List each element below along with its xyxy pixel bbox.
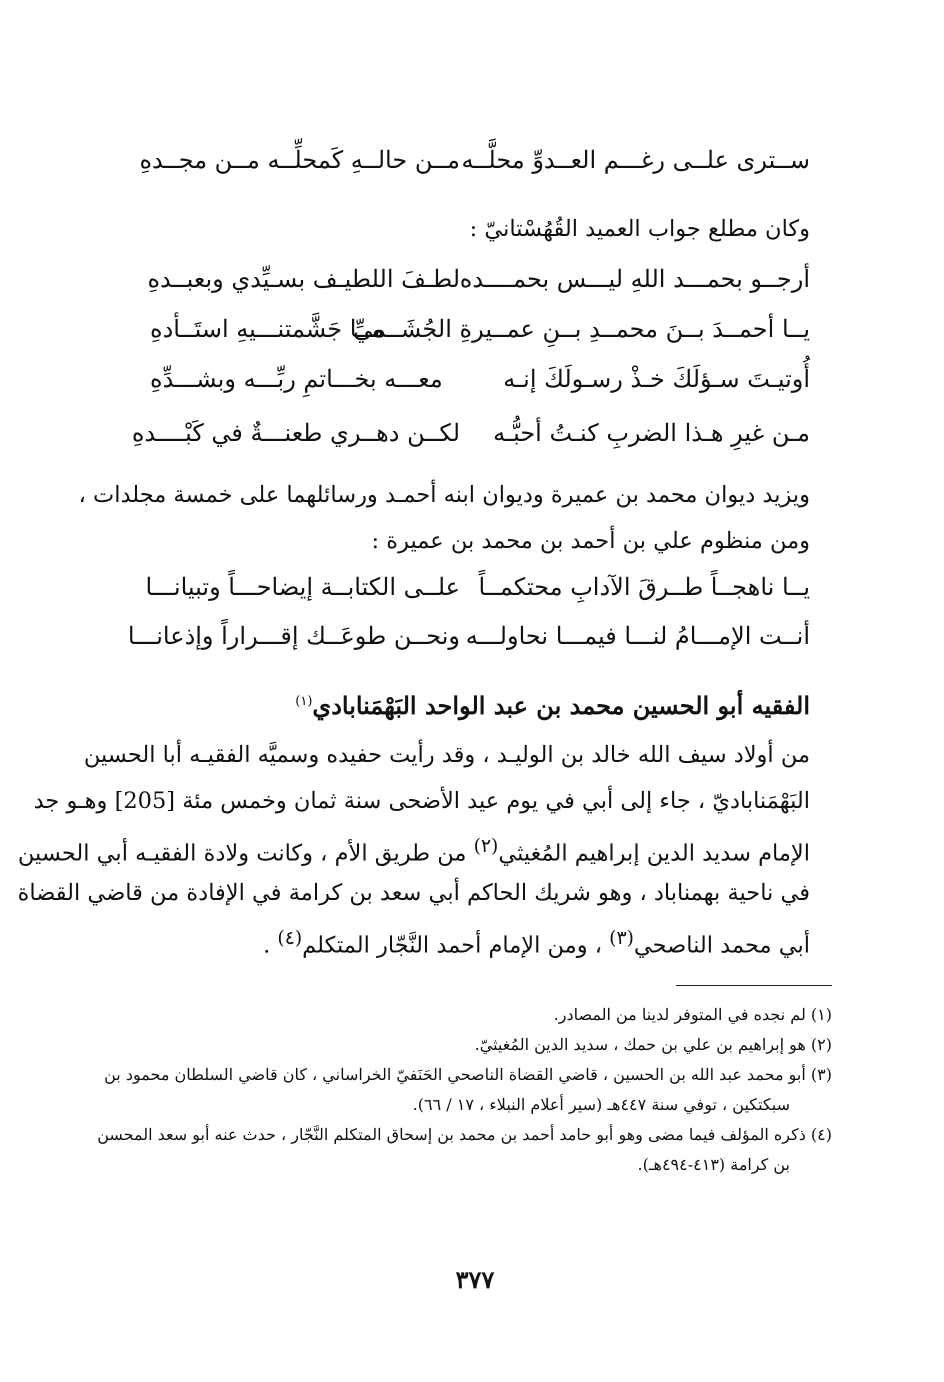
intro-line: وكان مطلع جواب العميد القُهُسْتانيّ : [469, 216, 810, 242]
paragraph-text: أبي محمد الناصحي [633, 932, 810, 959]
paragraph-text: ، ومن الإمام أحمد النَّجّار المتكلم [302, 932, 610, 959]
footnote-line: (١) لم نجده في المتوفر لدينا من المصادر. [553, 1005, 832, 1024]
footnote-line: سبكتكين ، توفي سنة ٤٤٧هـ (سير أعلام النبلاء ، ١٧ / ٦٦). [412, 1095, 790, 1114]
footnote-line: بن كرامة (٤١٣-٤٩٤هـ). [637, 1155, 790, 1174]
poem-verse [147, 255, 810, 303]
verse-first-hemistich: أنــت الإمـــامُ لنـــا فيمـــا نحاولـــه [465, 622, 810, 650]
verse-second-hemistich: لكــن دهــري طعنـــةٌ في كَبْــــدهِ [131, 419, 460, 447]
paragraph-line [17, 824, 810, 870]
page-number: ٣٧٧ [455, 1265, 495, 1294]
verse-second-hemistich: علــى الكتابــة إيضاحـــاً وتبيانـــا [145, 573, 460, 601]
verse-second-hemistich: معـــه بخـــاتمِ ربِّـــه وبشـــدِّهِ [150, 365, 443, 393]
verse-first-hemistich: أرجــو بحمـــد اللهِ ليـــس بحمــــده [459, 265, 810, 293]
poem-verse [127, 612, 810, 660]
heading-text: الفقيه أبو الحسين محمد بن عبد الواحد البَهْمَنابادي [312, 691, 810, 720]
verse-second-hemistich: ونحــن طوعَــك إقـــراراً وإذعانـــا [127, 622, 460, 650]
biography-paragraph [17, 732, 810, 962]
prose-line: ومن منظوم علي بن أحمد بن محمد بن عميرة : [371, 528, 810, 554]
verse-second-hemistich: مــا جَشَّمتنـــيهِ استَــأدهِ [150, 315, 384, 343]
poem-verse [150, 305, 810, 353]
footnote-ref[interactable]: (٤) [277, 928, 303, 949]
footnotes [97, 1000, 832, 1180]
verse-first-hemistich: ســترى علــى رغـــم العــدوِّ محلَّــه [461, 146, 810, 174]
verse-second-hemistich: مــن حالــهِ كَمحلِّــه مــن مجــدهِ [139, 146, 460, 174]
poem-verse [139, 136, 810, 184]
paragraph-line: من أولاد سيف الله خالد بن الوليـد ، وقد رأيت حفيده وسميَّه الفقيـه أبا الحسين [83, 742, 810, 768]
footnote-line: (٣) أبو محمد عبد الله بن الحسين ، قاضي القضاة الناصحي الحَنَفيّ الخراساني ، كان قاضي السلطان محمود بن [104, 1065, 832, 1084]
poem-verse [131, 409, 810, 457]
paragraph-text: من طريق الأم ، وكانت ولادة الفقيـه أبي الحسين [17, 840, 474, 867]
paragraph-line: في ناحية بهمناباد ، وهو شريك الحاكم أبي سعد بن كرامة في الإفادة من قاضي القضاة [17, 880, 810, 906]
paragraph-line: البَهْمَناباديّ ، جاء إلى أبي في يوم عيد الأضحى سنة ثمان وخمس مئة [205] وهـو جد [33, 788, 810, 814]
prose-line: ويزيد ديوان محمد بن عميرة وديوان ابنه أحمـد ورسائلهما على خمسة مجلدات ، [78, 482, 810, 508]
footnote-ref[interactable]: (٢) [473, 836, 499, 857]
paragraph-text: الإمام سديد الدين إبراهيم المُغيثي [498, 840, 810, 867]
section-heading [130, 680, 810, 724]
footnote-ref[interactable]: (١) [295, 694, 313, 709]
verse-first-hemistich: أُوتيـتَ سـؤلَكَ خـذْ رسـولَكَ إنـه [503, 365, 810, 393]
verse-first-hemistich: مـن غيرِ هـذا الضربِ كنـتُ أحبُّـه [493, 419, 810, 447]
footnote-line: (٢) هو إبراهيم بن علي بن حمك ، سديد الدين المُغيثيّ. [474, 1035, 832, 1054]
footnote-divider [676, 985, 832, 986]
verse-first-hemistich: يــا ناهجــاً طــرقَ الآدابِ محتكمــاً [478, 573, 810, 601]
paragraph-line [110, 916, 810, 962]
footnote-ref[interactable]: (٣) [609, 928, 634, 949]
verse-second-hemistich: لطـفَ اللطيـف بسـيِّدي وبعبــدهِ [147, 265, 460, 293]
footnote-line: (٤) ذكره المؤلف فيما مضى وهو أبو حامد أحمد بن محمد بن إسحاق المتكلم النَّجّار ، حدث عنه أبو سعد المحسن [97, 1125, 832, 1144]
poem-verse [145, 563, 810, 611]
verse-first-hemistich: يــا أحمــدَ بــنَ محمــدِ بــنِ عمــيرةِ الجُشَــميِّ [353, 315, 810, 343]
poem-verse [150, 355, 810, 403]
paragraph-text: . [263, 932, 278, 959]
